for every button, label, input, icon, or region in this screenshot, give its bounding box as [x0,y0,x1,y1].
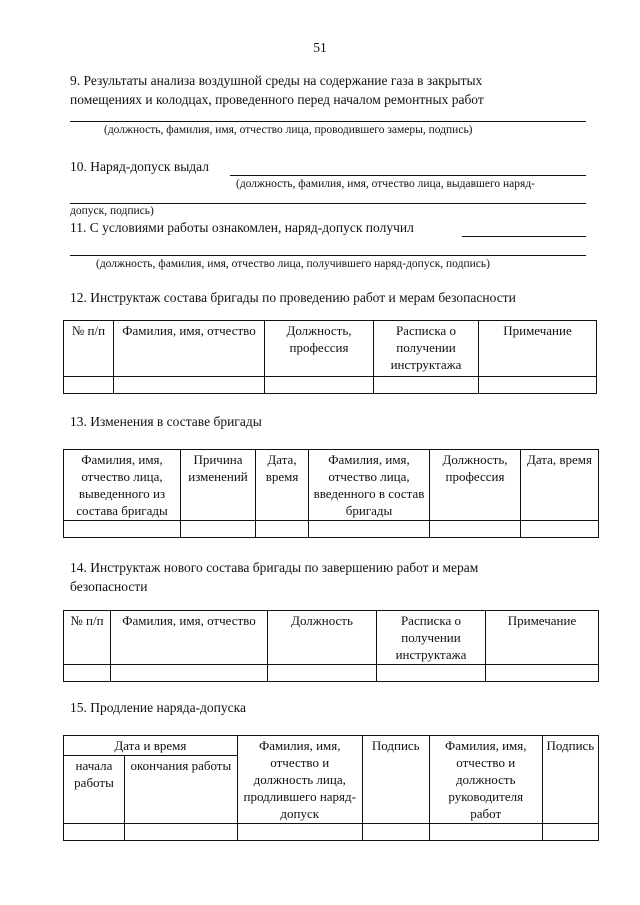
s13-col-removed: Фамилия, имя, отчество лица, выведенного из состава бригады [64,450,181,521]
section-10-fill-line-2 [70,203,586,204]
section-10-label: 10. Наряд-допуск выдал [70,159,209,174]
s12-col-receipt: Расписка о получении инструктажа [374,321,479,377]
section-15-table [63,735,599,841]
s14-col-name: Фамилия, имя, отчество [111,611,268,665]
section-9-line2: помещениях и колодцах, проведенного перед началом ремонтных работ [70,92,484,107]
s14-col-position: Должность [268,611,377,665]
section-9-caption: (должность, фамилия, имя, отчество лица, проводившего замеры, подпись) [104,124,473,136]
table-row [64,521,599,538]
s15-col-signature-2: Подпись [542,736,598,824]
section-9-line1: 9. Результаты анализа воздушной среды на содержание газа в закрытых [70,73,483,88]
table-row [64,377,597,394]
s15-col-extended-by: Фамилия, имя, отчество и должность лица, продлившего наряд-допуск [237,736,362,824]
s14-col-note: Примечание [486,611,599,665]
s15-col-start: начала работы [64,756,125,824]
section-14-heading [70,558,478,596]
section-13-table [63,449,599,538]
s12-col-position: Должность, профессия [265,321,374,377]
section-14-title-1: 14. Инструктаж нового состава бригады по завершению работ и мерам [70,560,479,575]
section-14-table [63,610,599,682]
s13-col-added: Фамилия, имя, отчество лица, введенного в состав бригады [309,450,430,521]
s13-col-reason: Причина изменений [181,450,256,521]
section-11-fill-line [462,236,586,237]
page-number: 51 [313,40,327,55]
table-row [64,824,599,841]
section-10-caption-1: (должность, фамилия, имя, отчество лица, выдавшего наряд- [236,178,536,190]
s14-col-receipt: Расписка о получении инструктажа [377,611,486,665]
section-11-label: 11. С условиями работы ознакомлен, наряд-допуск получил [70,220,414,235]
s12-col-number: № п/п [64,321,114,377]
s13-col-datetime-2: Дата, время [521,450,599,521]
section-11-caption: (должность, фамилия, имя, отчество лица, получившего наряд-допуск, подпись) [96,258,490,270]
section-9-fill-line [70,121,586,122]
s13-col-position: Должность, профессия [430,450,521,521]
s15-col-date-group: Дата и время [64,736,238,756]
s14-col-number: № п/п [64,611,111,665]
section-12-table [63,320,597,394]
section-14-title-2: безопасности [70,579,148,594]
s15-col-signature-1: Подпись [362,736,429,824]
section-10-caption-2: допуск, подпись) [70,205,154,217]
s12-col-note: Примечание [479,321,597,377]
section-12-title: 12. Инструктаж состава бригады по проведению работ и мерам безопасности [70,290,516,305]
section-9-heading [70,71,484,109]
section-10-fill-line [230,175,586,176]
section-15-title: 15. Продление наряда-допуска [70,700,246,715]
s12-col-name: Фамилия, имя, отчество [114,321,265,377]
section-13-title: 13. Изменения в составе бригады [70,414,262,429]
s13-col-datetime-1: Дата, время [256,450,309,521]
section-11-fill-line-2 [70,255,586,256]
table-row [64,665,599,682]
s15-col-end: окончания работы [125,756,238,824]
s15-col-manager: Фамилия, имя, отчество и должность руководителя работ [429,736,542,824]
